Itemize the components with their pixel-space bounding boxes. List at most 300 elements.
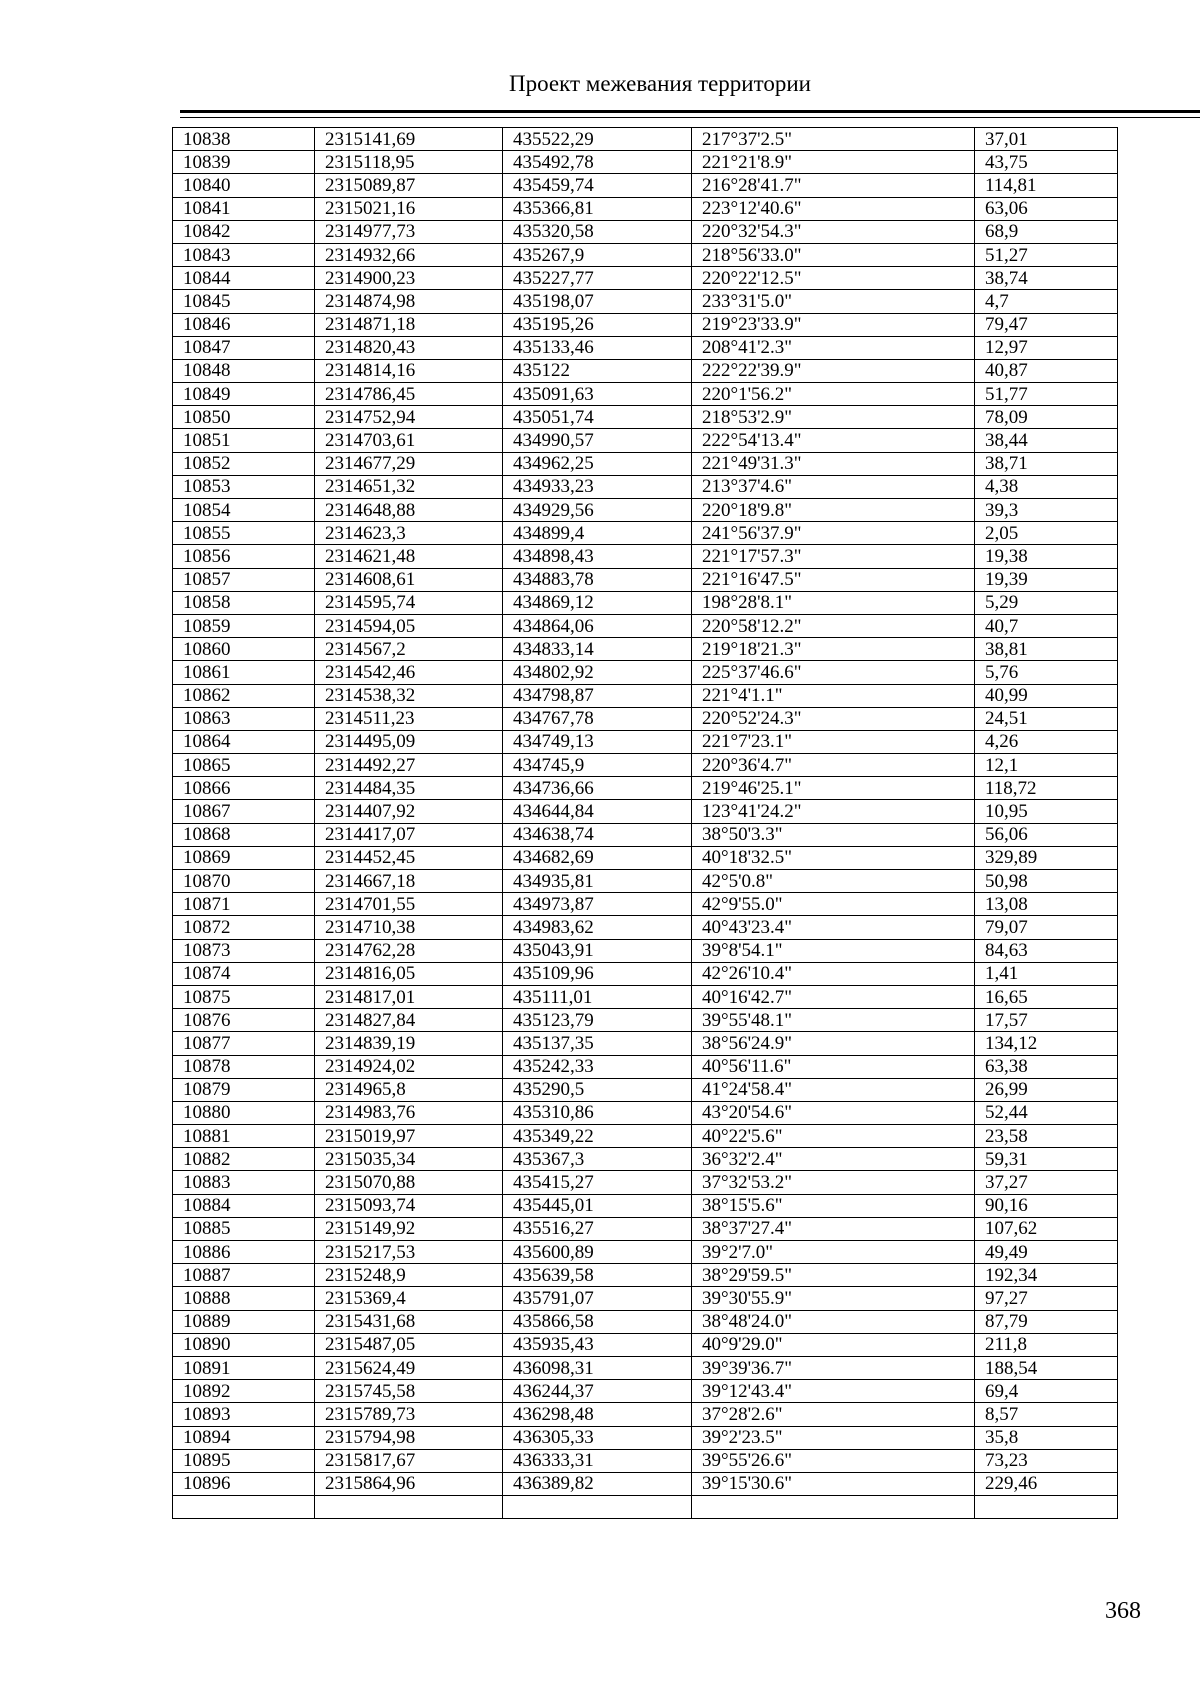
x-coordinate-cell: 2314621,48 [315,545,503,568]
x-coordinate-cell: 2314595,74 [315,591,503,614]
point-number-cell: 10855 [173,522,315,545]
point-number-cell: 10848 [173,359,315,382]
y-coordinate-cell: 435366,81 [503,197,692,220]
x-coordinate-cell: 2314827,84 [315,1009,503,1032]
y-coordinate-cell: 434973,87 [503,893,692,916]
distance-cell: 68,9 [975,220,1118,243]
x-coordinate-cell: 2314623,3 [315,522,503,545]
y-coordinate-cell: 435459,74 [503,174,692,197]
direction-angle-cell: 40°16'42.7" [692,985,975,1008]
y-coordinate-cell: 435137,35 [503,1032,692,1055]
table-row [173,197,1118,220]
table-row [173,475,1118,498]
point-number-cell: 10844 [173,267,315,290]
x-coordinate-cell: 2315369,4 [315,1287,503,1310]
distance-cell: 40,87 [975,359,1118,382]
distance-cell: 4,7 [975,290,1118,313]
x-coordinate-cell: 2315487,05 [315,1333,503,1356]
distance-cell: 38,71 [975,452,1118,475]
direction-angle-cell: 220°52'24.3" [692,707,975,730]
y-coordinate-cell: 434749,13 [503,730,692,753]
point-number-cell: 10889 [173,1310,315,1333]
y-coordinate-cell: 436305,33 [503,1426,692,1449]
distance-cell: 84,63 [975,939,1118,962]
point-number-cell: 10892 [173,1380,315,1403]
direction-angle-cell: 221°4'1.1" [692,684,975,707]
direction-angle-cell: 38°50'3.3" [692,823,975,846]
table-row [173,429,1118,452]
point-number-cell: 10870 [173,870,315,893]
direction-angle-cell: 39°15'30.6" [692,1472,975,1495]
direction-angle-cell: 220°32'54.3" [692,220,975,243]
table-row [173,730,1118,753]
table-row [173,568,1118,591]
direction-angle-cell: 38°48'24.0" [692,1310,975,1333]
x-coordinate-cell: 2314594,05 [315,614,503,637]
point-number-cell: 10849 [173,383,315,406]
direction-angle-cell: 41°24'58.4" [692,1078,975,1101]
direction-angle-cell: 219°46'25.1" [692,777,975,800]
point-number-cell: 10880 [173,1101,315,1124]
table-row [173,1380,1118,1403]
table-row [173,1101,1118,1124]
y-coordinate-cell: 435492,78 [503,151,692,174]
distance-cell: 4,26 [975,730,1118,753]
y-coordinate-cell: 435267,9 [503,243,692,266]
point-number-cell: 10853 [173,475,315,498]
point-number-cell: 10864 [173,730,315,753]
distance-cell: 118,72 [975,777,1118,800]
table-row [173,939,1118,962]
header-rule-thin [180,117,1200,118]
table-row [173,1264,1118,1287]
direction-angle-cell: 220°36'4.7" [692,754,975,777]
x-coordinate-cell: 2314839,19 [315,1032,503,1055]
distance-cell: 23,58 [975,1125,1118,1148]
y-coordinate-cell: 435242,33 [503,1055,692,1078]
table-row [173,1426,1118,1449]
direction-angle-cell: 241°56'37.9" [692,522,975,545]
x-coordinate-cell: 2315118,95 [315,151,503,174]
distance-cell: 16,65 [975,985,1118,1008]
direction-angle-cell: 37°32'53.2" [692,1171,975,1194]
direction-angle-cell: 221°49'31.3" [692,452,975,475]
distance-cell: 51,27 [975,243,1118,266]
table-row [173,1472,1118,1495]
distance-cell: 79,47 [975,313,1118,336]
point-number-cell: 10876 [173,1009,315,1032]
y-coordinate-cell: 436298,48 [503,1403,692,1426]
x-coordinate-cell: 2315035,34 [315,1148,503,1171]
x-coordinate-cell: 2314932,66 [315,243,503,266]
point-number-cell: 10871 [173,893,315,916]
y-coordinate-cell: 434883,78 [503,568,692,591]
y-coordinate-cell: 435349,22 [503,1125,692,1148]
direction-angle-cell: 198°28'8.1" [692,591,975,614]
table-row [173,754,1118,777]
x-coordinate-cell: 2314814,16 [315,359,503,382]
distance-cell: 43,75 [975,151,1118,174]
x-coordinate-cell: 2315021,16 [315,197,503,220]
x-coordinate-cell: 2314817,01 [315,985,503,1008]
point-number-cell: 10878 [173,1055,315,1078]
point-number-cell: 10858 [173,591,315,614]
direction-angle-cell: 222°22'39.9" [692,359,975,382]
direction-angle-cell: 40°43'23.4" [692,916,975,939]
table-row [173,452,1118,475]
direction-angle-cell: 40°9'29.0" [692,1333,975,1356]
table-row [173,707,1118,730]
direction-angle-cell: 38°56'24.9" [692,1032,975,1055]
y-coordinate-cell: 435198,07 [503,290,692,313]
table-row [173,1449,1118,1472]
direction-angle-cell: 40°56'11.6" [692,1055,975,1078]
table-row [173,591,1118,614]
table-row [173,1310,1118,1333]
x-coordinate-cell: 2314983,76 [315,1101,503,1124]
point-number-cell: 10857 [173,568,315,591]
x-coordinate-cell: 2314677,29 [315,452,503,475]
direction-angle-cell: 37°28'2.6" [692,1403,975,1426]
y-coordinate-cell: 434962,25 [503,452,692,475]
x-coordinate-cell: 2315019,97 [315,1125,503,1148]
distance-cell: 50,98 [975,870,1118,893]
table-row [173,1078,1118,1101]
table-row [173,336,1118,359]
x-coordinate-cell: 2315089,87 [315,174,503,197]
distance-cell: 24,51 [975,707,1118,730]
table-row [173,1194,1118,1217]
y-coordinate-cell: 436244,37 [503,1380,692,1403]
direction-angle-cell: 42°5'0.8" [692,870,975,893]
y-coordinate-cell: 434898,43 [503,545,692,568]
direction-angle-cell: 213°37'4.6" [692,475,975,498]
point-number-cell: 10895 [173,1449,315,1472]
distance-cell: 229,46 [975,1472,1118,1495]
y-coordinate-cell: 434745,9 [503,754,692,777]
y-coordinate-cell: 436389,82 [503,1472,692,1495]
y-coordinate-cell: 434798,87 [503,684,692,707]
direction-angle-cell: 216°28'41.7" [692,174,975,197]
point-number-cell: 10838 [173,128,315,151]
point-number-cell: 10894 [173,1426,315,1449]
x-coordinate-cell: 2314703,61 [315,429,503,452]
point-number-cell: 10850 [173,406,315,429]
x-coordinate-cell: 2315141,69 [315,128,503,151]
point-number-cell: 10842 [173,220,315,243]
table-row [173,916,1118,939]
table-row [173,684,1118,707]
table-row [173,1055,1118,1078]
distance-cell: 35,8 [975,1426,1118,1449]
table-row [173,243,1118,266]
y-coordinate-cell: 435051,74 [503,406,692,429]
y-coordinate-cell: 434983,62 [503,916,692,939]
y-coordinate-cell: 435791,07 [503,1287,692,1310]
x-coordinate-cell: 2314965,8 [315,1078,503,1101]
direction-angle-cell: 221°16'47.5" [692,568,975,591]
point-number-cell: 10866 [173,777,315,800]
y-coordinate-cell: 435367,3 [503,1148,692,1171]
point-number-cell: 10884 [173,1194,315,1217]
table-row [173,406,1118,429]
direction-angle-cell: 39°2'23.5" [692,1426,975,1449]
distance-cell: 59,31 [975,1148,1118,1171]
point-number-cell: 10852 [173,452,315,475]
table-row [173,359,1118,382]
y-coordinate-cell: 434933,23 [503,475,692,498]
point-number-cell: 10877 [173,1032,315,1055]
distance-cell: 97,27 [975,1287,1118,1310]
point-number-cell: 10874 [173,962,315,985]
x-coordinate-cell [315,1496,503,1519]
direction-angle-cell: 39°8'54.1" [692,939,975,962]
y-coordinate-cell: 435310,86 [503,1101,692,1124]
direction-angle-cell: 40°22'5.6" [692,1125,975,1148]
y-coordinate-cell: 435866,58 [503,1310,692,1333]
x-coordinate-cell: 2314417,07 [315,823,503,846]
x-coordinate-cell: 2314977,73 [315,220,503,243]
direction-angle-cell: 220°18'9.8" [692,499,975,522]
point-number-cell [173,1496,315,1519]
table-row [173,499,1118,522]
distance-cell: 4,38 [975,475,1118,498]
x-coordinate-cell: 2314452,45 [315,846,503,869]
y-coordinate-cell: 434990,57 [503,429,692,452]
y-coordinate-cell: 434833,14 [503,638,692,661]
y-coordinate-cell: 434682,69 [503,846,692,869]
point-number-cell: 10863 [173,707,315,730]
x-coordinate-cell: 2314786,45 [315,383,503,406]
direction-angle-cell: 36°32'2.4" [692,1148,975,1171]
x-coordinate-cell: 2314871,18 [315,313,503,336]
y-coordinate-cell: 434638,74 [503,823,692,846]
x-coordinate-cell: 2315794,98 [315,1426,503,1449]
direction-angle-cell: 221°7'23.1" [692,730,975,753]
y-coordinate-cell: 434935,81 [503,870,692,893]
table-row [173,383,1118,406]
x-coordinate-cell: 2314710,38 [315,916,503,939]
point-number-cell: 10854 [173,499,315,522]
distance-cell: 69,4 [975,1380,1118,1403]
table-row [173,1032,1118,1055]
table-row [173,267,1118,290]
y-coordinate-cell: 435111,01 [503,985,692,1008]
point-number-cell: 10872 [173,916,315,939]
y-coordinate-cell: 435415,27 [503,1171,692,1194]
point-number-cell: 10846 [173,313,315,336]
direction-angle-cell [692,1496,975,1519]
x-coordinate-cell: 2314648,88 [315,499,503,522]
table-row [173,1356,1118,1379]
x-coordinate-cell: 2314492,27 [315,754,503,777]
distance-cell: 87,79 [975,1310,1118,1333]
table-row [173,174,1118,197]
table-row [173,220,1118,243]
direction-angle-cell: 220°58'12.2" [692,614,975,637]
x-coordinate-cell: 2315431,68 [315,1310,503,1333]
table-row [173,1333,1118,1356]
table-row [173,128,1118,151]
y-coordinate-cell: 434767,78 [503,707,692,730]
point-number-cell: 10896 [173,1472,315,1495]
direction-angle-cell: 43°20'54.6" [692,1101,975,1124]
x-coordinate-cell: 2314608,61 [315,568,503,591]
table-row [173,1403,1118,1426]
direction-angle-cell: 39°12'43.4" [692,1380,975,1403]
distance-cell: 38,74 [975,267,1118,290]
distance-cell: 73,23 [975,1449,1118,1472]
y-coordinate-cell: 434644,84 [503,800,692,823]
direction-angle-cell: 123°41'24.2" [692,800,975,823]
point-number-cell: 10881 [173,1125,315,1148]
point-number-cell: 10847 [173,336,315,359]
y-coordinate-cell: 434736,66 [503,777,692,800]
table-row [173,1287,1118,1310]
direction-angle-cell: 38°15'5.6" [692,1194,975,1217]
table-row [173,870,1118,893]
table-row [173,777,1118,800]
x-coordinate-cell: 2314407,92 [315,800,503,823]
distance-cell: 8,57 [975,1403,1118,1426]
y-coordinate-cell: 435445,01 [503,1194,692,1217]
coordinates-table [172,127,1118,1519]
distance-cell: 134,12 [975,1032,1118,1055]
point-number-cell: 10873 [173,939,315,962]
direction-angle-cell: 221°21'8.9" [692,151,975,174]
direction-angle-cell: 221°17'57.3" [692,545,975,568]
distance-cell: 38,81 [975,638,1118,661]
x-coordinate-cell: 2314538,32 [315,684,503,707]
point-number-cell: 10879 [173,1078,315,1101]
table-row [173,1009,1118,1032]
distance-cell: 12,97 [975,336,1118,359]
y-coordinate-cell: 435516,27 [503,1217,692,1240]
y-coordinate-cell [503,1496,692,1519]
point-number-cell: 10886 [173,1241,315,1264]
point-number-cell: 10841 [173,197,315,220]
x-coordinate-cell: 2314762,28 [315,939,503,962]
y-coordinate-cell: 435290,5 [503,1078,692,1101]
page-title: Проект межевания территории [509,71,811,96]
table-row [173,962,1118,985]
table-row [173,823,1118,846]
y-coordinate-cell: 436333,31 [503,1449,692,1472]
direction-angle-cell: 233°31'5.0" [692,290,975,313]
table-row [173,800,1118,823]
distance-cell: 107,62 [975,1217,1118,1240]
y-coordinate-cell: 435320,58 [503,220,692,243]
distance-cell: 38,44 [975,429,1118,452]
x-coordinate-cell: 2314874,98 [315,290,503,313]
point-number-cell: 10883 [173,1171,315,1194]
table-row [173,661,1118,684]
direction-angle-cell: 38°29'59.5" [692,1264,975,1287]
x-coordinate-cell: 2314924,02 [315,1055,503,1078]
direction-angle-cell: 39°30'55.9" [692,1287,975,1310]
distance-cell: 52,44 [975,1101,1118,1124]
point-number-cell: 10859 [173,614,315,637]
distance-cell: 17,57 [975,1009,1118,1032]
direction-angle-cell: 219°18'21.3" [692,638,975,661]
direction-angle-cell: 217°37'2.5" [692,128,975,151]
point-number-cell: 10839 [173,151,315,174]
point-number-cell: 10860 [173,638,315,661]
y-coordinate-cell: 435522,29 [503,128,692,151]
point-number-cell: 10882 [173,1148,315,1171]
point-number-cell: 10885 [173,1217,315,1240]
point-number-cell: 10875 [173,985,315,1008]
distance-cell: 63,06 [975,197,1118,220]
x-coordinate-cell: 2314816,05 [315,962,503,985]
distance-cell: 90,16 [975,1194,1118,1217]
x-coordinate-cell: 2315093,74 [315,1194,503,1217]
point-number-cell: 10862 [173,684,315,707]
table-row [173,638,1118,661]
distance-cell [975,1496,1118,1519]
y-coordinate-cell: 435133,46 [503,336,692,359]
y-coordinate-cell: 434864,06 [503,614,692,637]
direction-angle-cell: 220°1'56.2" [692,383,975,406]
distance-cell: 40,99 [975,684,1118,707]
y-coordinate-cell: 435091,63 [503,383,692,406]
x-coordinate-cell: 2314900,23 [315,267,503,290]
distance-cell: 19,39 [975,568,1118,591]
point-number-cell: 10887 [173,1264,315,1287]
y-coordinate-cell: 435195,26 [503,313,692,336]
direction-angle-cell: 223°12'40.6" [692,197,975,220]
coordinates-table-body [173,128,1118,1519]
point-number-cell: 10856 [173,545,315,568]
x-coordinate-cell: 2314567,2 [315,638,503,661]
point-number-cell: 10868 [173,823,315,846]
table-row [173,1148,1118,1171]
x-coordinate-cell: 2315217,53 [315,1241,503,1264]
x-coordinate-cell: 2314542,46 [315,661,503,684]
distance-cell: 114,81 [975,174,1118,197]
y-coordinate-cell: 435600,89 [503,1241,692,1264]
direction-angle-cell: 38°37'27.4" [692,1217,975,1240]
distance-cell: 26,99 [975,1078,1118,1101]
y-coordinate-cell: 434869,12 [503,591,692,614]
point-number-cell: 10840 [173,174,315,197]
x-coordinate-cell: 2314667,18 [315,870,503,893]
point-number-cell: 10888 [173,1287,315,1310]
direction-angle-cell: 218°56'33.0" [692,243,975,266]
point-number-cell: 10843 [173,243,315,266]
direction-angle-cell: 222°54'13.4" [692,429,975,452]
y-coordinate-cell: 434929,56 [503,499,692,522]
x-coordinate-cell: 2315745,58 [315,1380,503,1403]
point-number-cell: 10845 [173,290,315,313]
point-number-cell: 10861 [173,661,315,684]
x-coordinate-cell: 2314820,43 [315,336,503,359]
table-row [173,545,1118,568]
x-coordinate-cell: 2314495,09 [315,730,503,753]
table-row [173,151,1118,174]
table-row [173,893,1118,916]
distance-cell: 5,76 [975,661,1118,684]
direction-angle-cell: 218°53'2.9" [692,406,975,429]
direction-angle-cell: 42°26'10.4" [692,962,975,985]
table-row [173,846,1118,869]
direction-angle-cell: 40°18'32.5" [692,846,975,869]
direction-angle-cell: 42°9'55.0" [692,893,975,916]
y-coordinate-cell: 434899,4 [503,522,692,545]
distance-cell: 5,29 [975,591,1118,614]
x-coordinate-cell: 2315070,88 [315,1171,503,1194]
direction-angle-cell: 39°55'26.6" [692,1449,975,1472]
